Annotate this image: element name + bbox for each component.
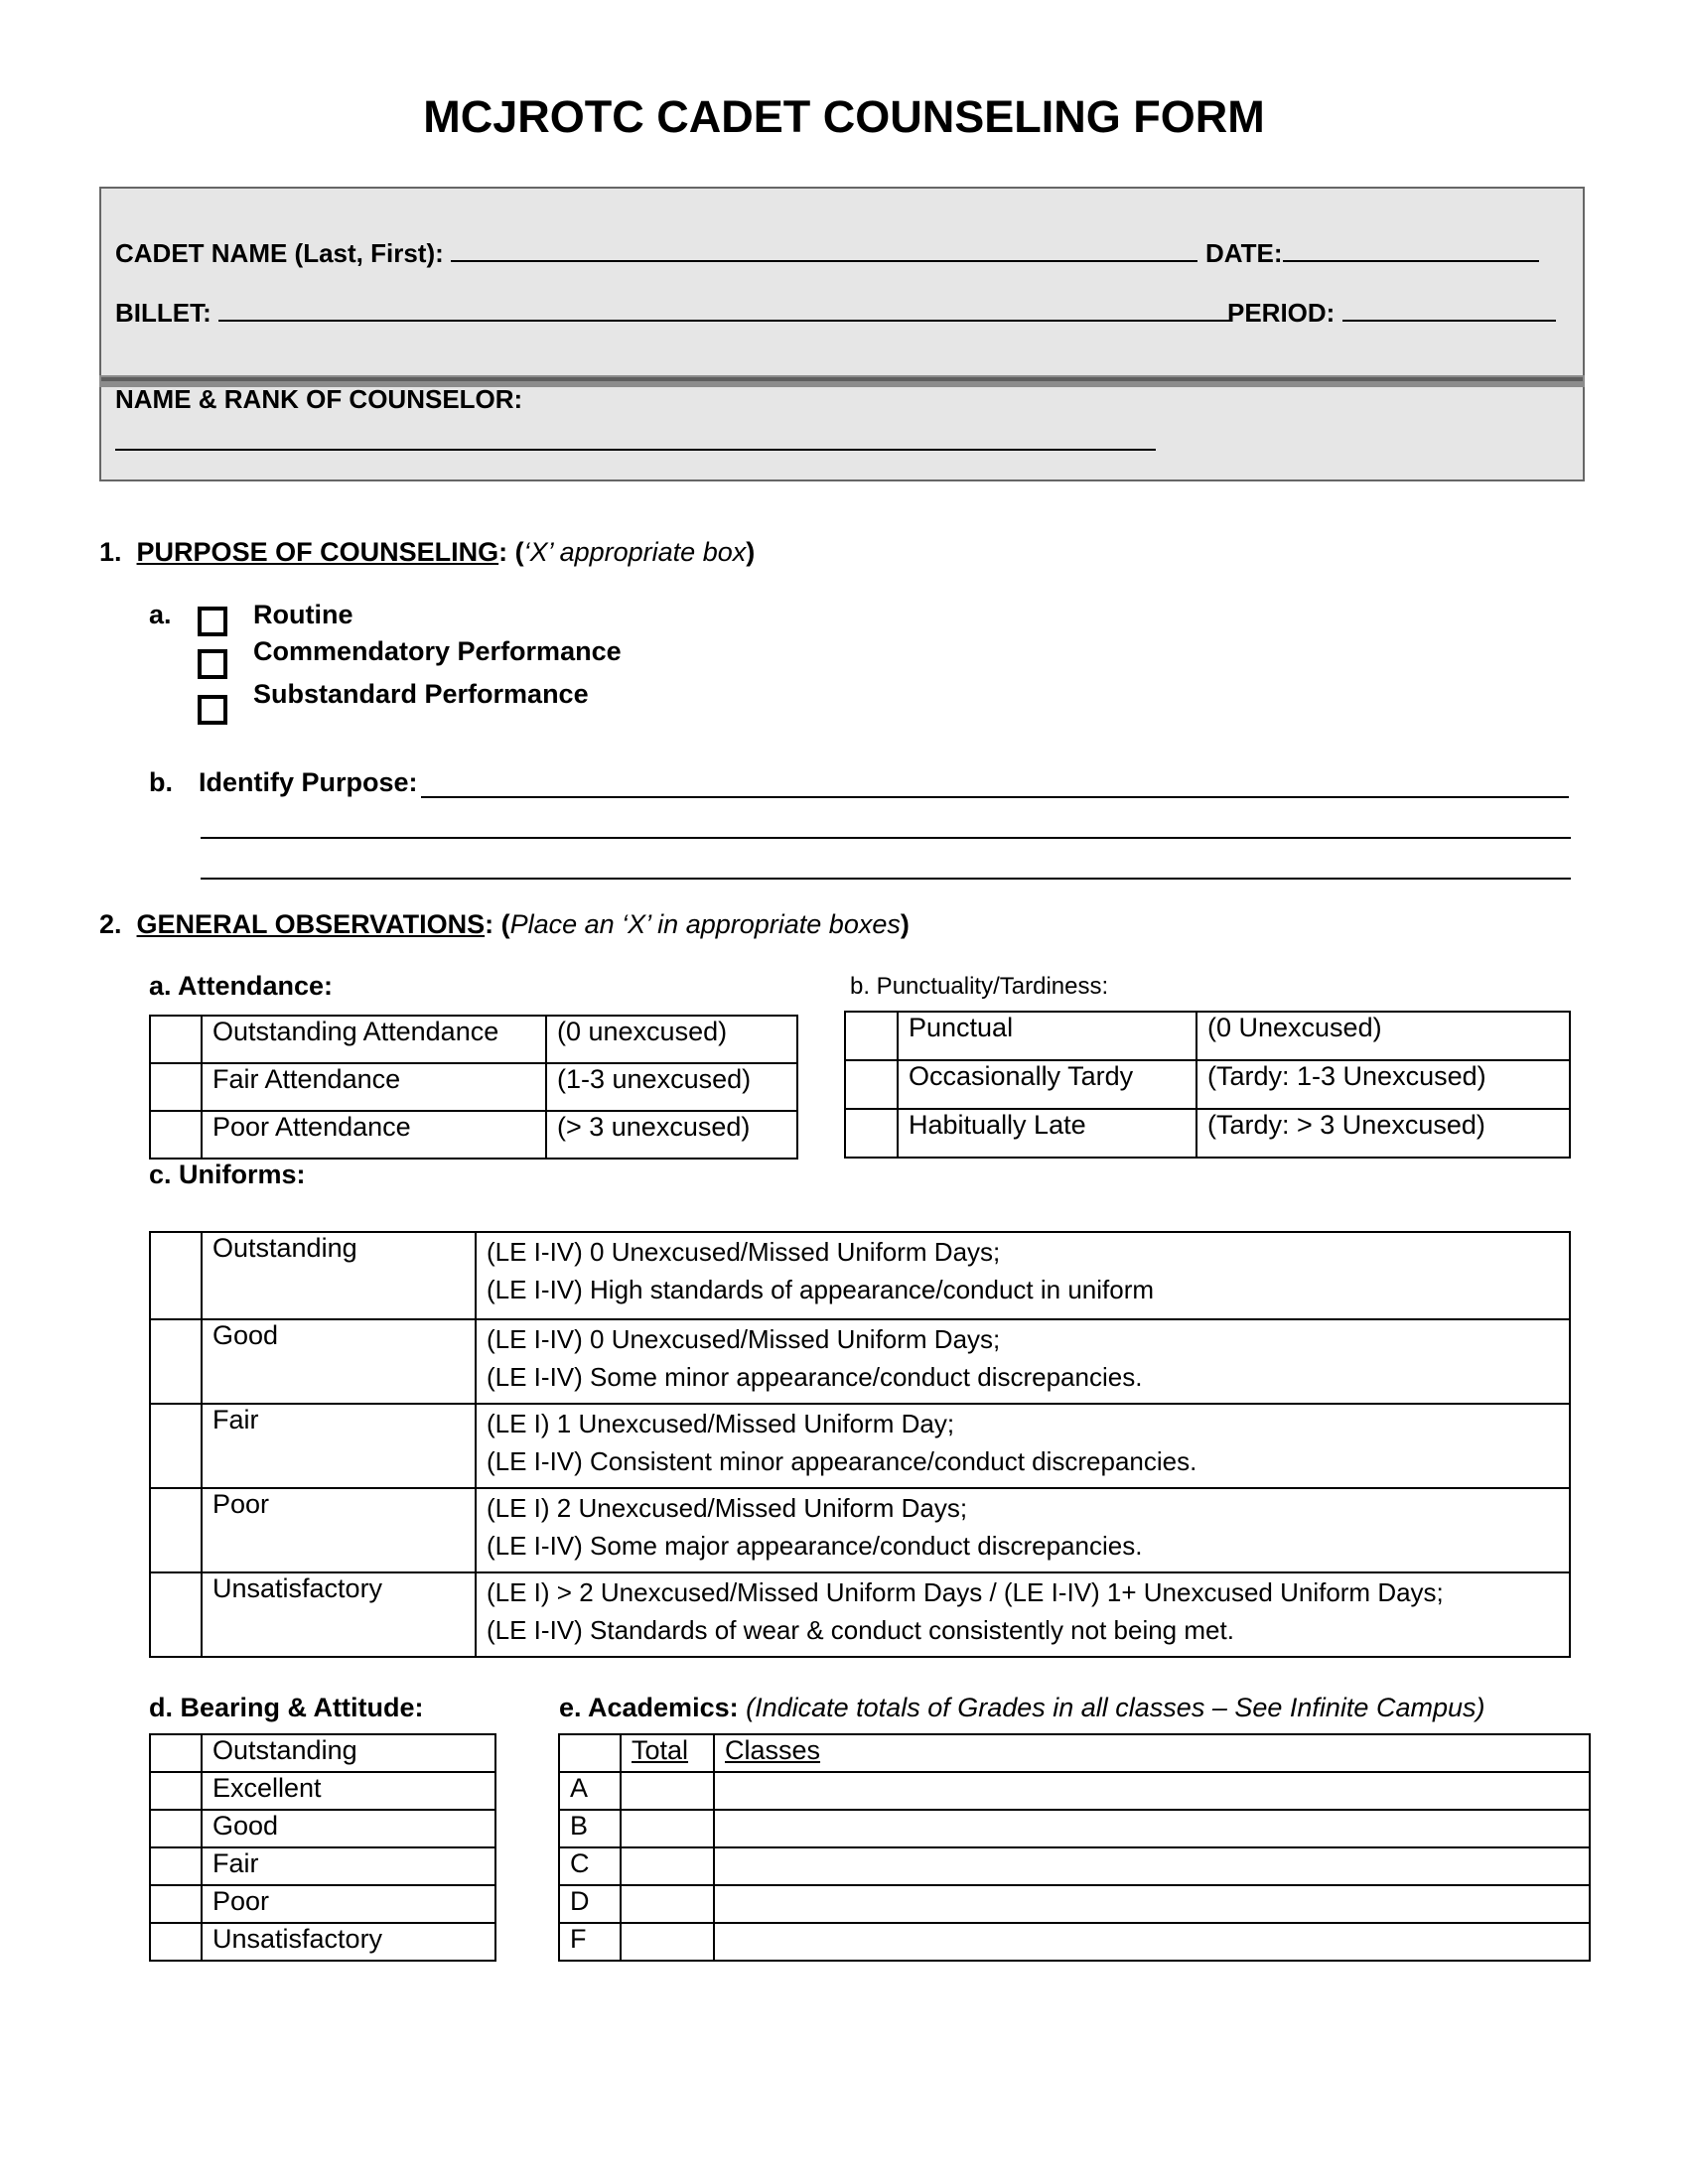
table-row — [150, 1810, 495, 1847]
section1-number: 1. — [99, 537, 122, 567]
attendance-name: Fair Attendance — [202, 1063, 546, 1111]
section1-instruction-open: : ( — [498, 537, 524, 567]
section2-number: 2. — [99, 909, 122, 939]
table-row — [150, 1572, 1570, 1657]
identify-purpose-label: Identify Purpose: — [199, 767, 418, 797]
punctuality-checkbox[interactable] — [845, 1012, 898, 1060]
cadet-name-label: CADET NAME (Last, First): — [115, 238, 444, 268]
punctuality-name: Occasionally Tardy — [898, 1060, 1196, 1109]
bearing-table — [149, 1733, 496, 1962]
attendance-detail: (1-3 unexcused) — [546, 1063, 797, 1111]
uniforms-rating: Unsatisfactory — [202, 1572, 476, 1657]
bearing-checkbox[interactable] — [150, 1734, 202, 1772]
section2-title: GENERAL OBSERVATIONS — [136, 909, 486, 939]
bearing-rating: Good — [202, 1810, 495, 1847]
uniforms-checkbox[interactable] — [150, 1319, 202, 1404]
grade-letter: A — [559, 1772, 621, 1810]
identify-purpose-line-2[interactable] — [201, 837, 1571, 839]
uniforms-checkbox[interactable] — [150, 1572, 202, 1657]
table-row — [150, 1847, 495, 1885]
bearing-checkbox[interactable] — [150, 1810, 202, 1847]
bearing-rating: Outstanding — [202, 1734, 495, 1772]
punctuality-detail: (Tardy: > 3 Unexcused) — [1196, 1109, 1570, 1158]
grade-letter: C — [559, 1847, 621, 1885]
identify-purpose-line-1[interactable] — [421, 796, 1569, 798]
commendatory-checkbox[interactable] — [198, 649, 227, 679]
uniforms-label: c. Uniforms: — [149, 1160, 306, 1189]
uniforms-description-line: (LE I) 2 Unexcused/Missed Uniform Days; — [487, 1493, 968, 1523]
substandard-checkbox[interactable] — [198, 695, 227, 725]
uniforms-description-line: (LE I-IV) 0 Unexcused/Missed Uniform Days; — [487, 1237, 1001, 1267]
uniforms-rating: Poor — [202, 1488, 476, 1572]
section1-b-label: b. — [149, 767, 173, 797]
grade-letter: F — [559, 1923, 621, 1961]
punctuality-checkbox[interactable] — [845, 1109, 898, 1158]
uniforms-checkbox[interactable] — [150, 1232, 202, 1319]
section1-instruction: ‘X’ appropriate box — [523, 537, 747, 567]
punctuality-label: b. Punctuality/Tardiness: — [850, 973, 1109, 1000]
table-row — [559, 1772, 1590, 1810]
punctuality-detail: (0 Unexcused) — [1196, 1012, 1570, 1060]
table-row — [559, 1734, 1590, 1772]
attendance-checkbox[interactable] — [150, 1016, 202, 1063]
uniforms-description-line: (LE I-IV) Standards of wear & conduct consistently not being met. — [487, 1615, 1234, 1645]
commendatory-option-label: Commendatory Performance — [253, 636, 622, 666]
section1-heading — [99, 537, 755, 568]
academics-instruction: (Indicate totals of Grades in all classes – See Infinite Campus) — [746, 1693, 1485, 1722]
uniforms-description — [476, 1572, 1570, 1657]
bearing-checkbox[interactable] — [150, 1885, 202, 1923]
academics-corner-cell — [559, 1734, 621, 1772]
grade-classes-cell[interactable] — [714, 1923, 1590, 1961]
uniforms-description-line: (LE I) > 2 Unexcused/Missed Uniform Days / (LE I-IV) 1+ Unexcused Uniform Days; — [487, 1577, 1444, 1607]
table-row — [150, 1772, 495, 1810]
grade-letter: D — [559, 1885, 621, 1923]
uniforms-checkbox[interactable] — [150, 1404, 202, 1488]
bearing-rating: Unsatisfactory — [202, 1923, 495, 1961]
period-label: PERIOD: — [1227, 298, 1336, 328]
uniforms-rating: Outstanding — [202, 1232, 476, 1319]
table-row — [150, 1016, 797, 1063]
table-row — [845, 1109, 1570, 1158]
table-row — [150, 1488, 1570, 1572]
uniforms-rating: Good — [202, 1319, 476, 1404]
section1-title: PURPOSE OF COUNSELING — [136, 537, 499, 567]
grade-total-cell[interactable] — [621, 1810, 714, 1847]
academics-classes-header — [714, 1734, 1590, 1772]
table-row — [559, 1847, 1590, 1885]
routine-option-label: Routine — [253, 600, 353, 629]
cadet-name-field[interactable] — [115, 236, 1197, 269]
punctuality-name: Punctual — [898, 1012, 1196, 1060]
uniforms-checkbox[interactable] — [150, 1488, 202, 1572]
form-title: MCJROTC CADET COUNSELING FORM — [423, 91, 1265, 142]
uniforms-description — [476, 1404, 1570, 1488]
table-row — [150, 1734, 495, 1772]
bearing-checkbox[interactable] — [150, 1772, 202, 1810]
uniforms-rating: Fair — [202, 1404, 476, 1488]
section1-instruction-close: ) — [746, 537, 756, 567]
section2-instruction: Place an ‘X’ in appropriate boxes — [509, 909, 901, 939]
total-header-text: Total — [632, 1735, 689, 1765]
bearing-rating: Excellent — [202, 1772, 495, 1810]
identify-purpose-line-3[interactable] — [201, 878, 1571, 880]
uniforms-description-line: (LE I-IV) Consistent minor appearance/conduct discrepancies. — [487, 1446, 1197, 1476]
attendance-detail: (0 unexcused) — [546, 1016, 797, 1063]
uniforms-description — [476, 1232, 1570, 1319]
grade-classes-cell[interactable] — [714, 1772, 1590, 1810]
uniforms-description-line: (LE I-IV) Some major appearance/conduct discrepancies. — [487, 1531, 1143, 1561]
section2-instruction-open: : ( — [485, 909, 510, 939]
table-row — [559, 1885, 1590, 1923]
academics-label: e. Academics: — [559, 1693, 739, 1722]
billet-label: BILLET: — [115, 298, 211, 328]
substandard-option-label: Substandard Performance — [253, 679, 589, 709]
attendance-name: Poor Attendance — [202, 1111, 546, 1159]
table-row — [559, 1923, 1590, 1961]
classes-header-text: Classes — [725, 1735, 821, 1765]
counselor-blank[interactable] — [115, 449, 1156, 451]
academics-table — [558, 1733, 1591, 1962]
uniforms-description-line: (LE I) 1 Unexcused/Missed Uniform Day; — [487, 1409, 955, 1438]
table-row — [150, 1404, 1570, 1488]
grade-total-cell[interactable] — [621, 1885, 714, 1923]
table-row — [150, 1885, 495, 1923]
academics-heading — [559, 1693, 1484, 1723]
date-label: DATE: — [1205, 238, 1283, 268]
header-box — [99, 187, 1585, 481]
bearing-label: d. Bearing & Attitude: — [149, 1693, 424, 1722]
bearing-checkbox[interactable] — [150, 1923, 202, 1961]
punctuality-name: Habitually Late — [898, 1109, 1196, 1158]
grade-total-cell[interactable] — [621, 1772, 714, 1810]
cadet-name-blank[interactable] — [451, 236, 1197, 262]
uniforms-description-line: (LE I-IV) 0 Unexcused/Missed Uniform Days; — [487, 1324, 1001, 1354]
grade-classes-cell[interactable] — [714, 1847, 1590, 1885]
attendance-table — [149, 1015, 798, 1160]
table-row — [845, 1060, 1570, 1109]
punctuality-table — [844, 1011, 1571, 1159]
section1-a-label: a. — [149, 600, 172, 629]
table-row — [150, 1923, 495, 1961]
attendance-name: Outstanding Attendance — [202, 1016, 546, 1063]
table-row — [150, 1232, 1570, 1319]
grade-classes-cell[interactable] — [714, 1810, 1590, 1847]
section2-instruction-close: ) — [900, 909, 910, 939]
uniforms-description — [476, 1319, 1570, 1404]
counselor-label: NAME & RANK OF COUNSELOR: — [115, 384, 523, 414]
bearing-rating: Fair — [202, 1847, 495, 1885]
grade-total-cell[interactable] — [621, 1847, 714, 1885]
period-field[interactable] — [1227, 296, 1556, 329]
date-blank[interactable] — [1283, 236, 1539, 262]
date-field[interactable] — [1205, 236, 1539, 269]
uniforms-description-line: (LE I-IV) Some minor appearance/conduct discrepancies. — [487, 1362, 1143, 1392]
attendance-checkbox[interactable] — [150, 1063, 202, 1111]
bearing-rating: Poor — [202, 1885, 495, 1923]
routine-checkbox[interactable] — [198, 607, 227, 636]
section2-heading — [99, 909, 910, 940]
header-divider-inner — [101, 377, 1583, 381]
grade-letter: B — [559, 1810, 621, 1847]
grade-classes-cell[interactable] — [714, 1885, 1590, 1923]
table-row — [845, 1012, 1570, 1060]
grade-total-cell[interactable] — [621, 1923, 714, 1961]
punctuality-detail: (Tardy: 1-3 Unexcused) — [1196, 1060, 1570, 1109]
billet-blank[interactable] — [218, 296, 1231, 322]
period-blank[interactable] — [1342, 296, 1556, 322]
table-row — [150, 1319, 1570, 1404]
uniforms-description-line: (LE I-IV) High standards of appearance/conduct in uniform — [487, 1275, 1155, 1304]
academics-total-header — [621, 1734, 714, 1772]
uniforms-table — [149, 1231, 1571, 1658]
table-row — [559, 1810, 1590, 1847]
uniforms-description — [476, 1488, 1570, 1572]
attendance-label: a. Attendance: — [149, 971, 334, 1001]
table-row — [150, 1063, 797, 1111]
attendance-detail: (> 3 unexcused) — [546, 1111, 797, 1159]
attendance-checkbox[interactable] — [150, 1111, 202, 1159]
billet-field[interactable] — [115, 296, 1231, 329]
bearing-checkbox[interactable] — [150, 1847, 202, 1885]
punctuality-checkbox[interactable] — [845, 1060, 898, 1109]
table-row — [150, 1111, 797, 1159]
